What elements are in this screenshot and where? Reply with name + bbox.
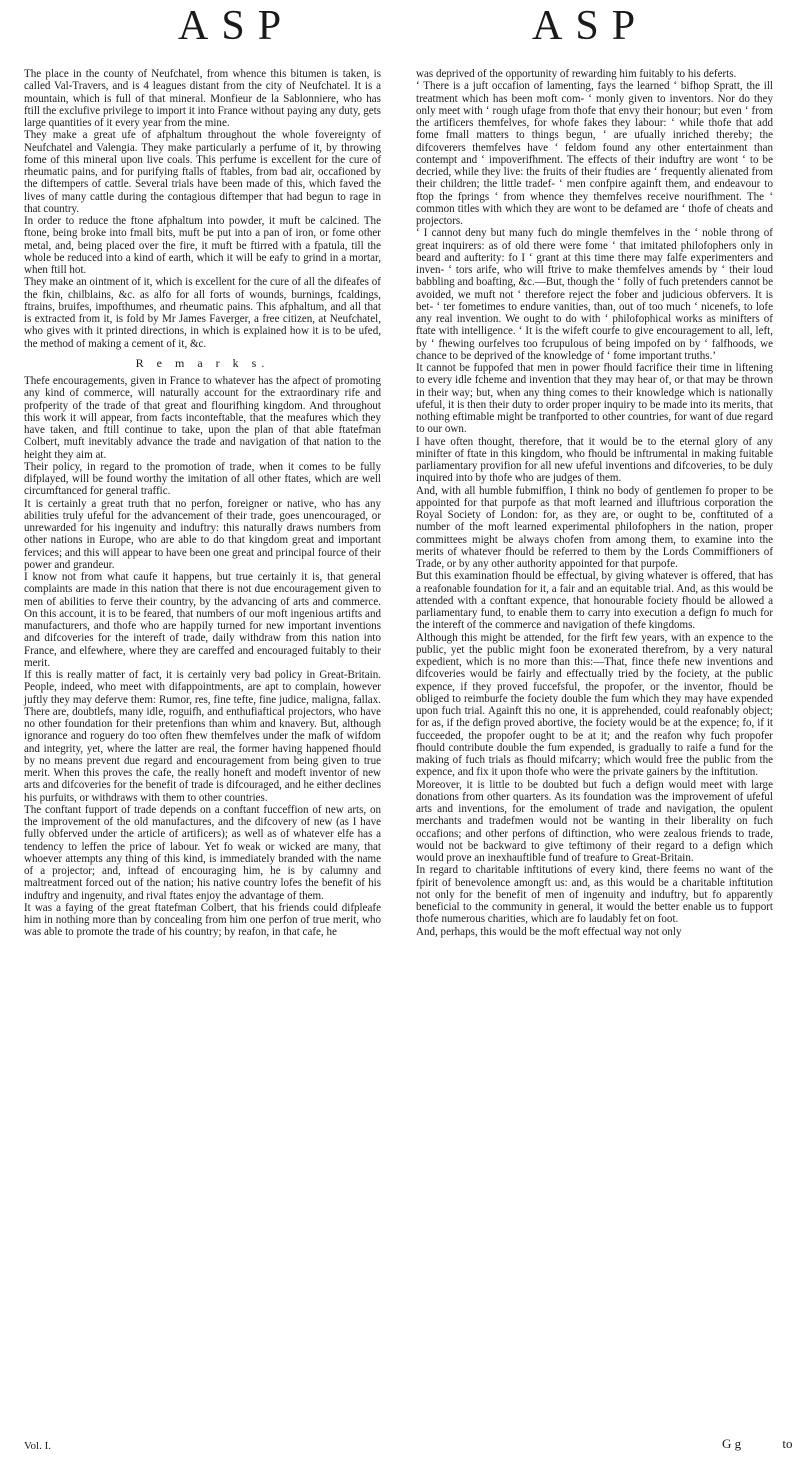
paragraph: The place in the county of Neufchatel, from whence this bitumen is taken, is called Val-Travers, and is 4 leagues distant from the city of Neufchatel. It is a mountain, which is full of that mineral. Monfieur de la Sablonniere, who has ftill the exclufive privilege to import it into France without paying any duty, gets large quantities of it every year from the mine. bbox=[24, 68, 381, 129]
paragraph: And, perhaps, this would be the moft effectual way not only bbox=[416, 925, 682, 938]
paragraph: It was a faying of the great ftatefman Colbert, that his friends could difpleafe him in nothing more than by concealing from him one perfon of true merit, who was able to promote the trade of his country; by reafon, in that cafe, he bbox=[24, 901, 381, 939]
left-column bbox=[24, 68, 381, 939]
running-head-left: ASP bbox=[178, 3, 295, 49]
running-head-right: ASP bbox=[532, 3, 649, 49]
volume-label: Vol. I. bbox=[24, 1440, 51, 1452]
paragraph: I have often thought, therefore, that it would be to the eternal glory of any minifter of ftate in this kingdom, who fhould be inftrumental in making fuitable parliamentary provifion for all new ufeful inventions and difcoveries, to be duly inquired into by thofe who are judges of them. bbox=[416, 435, 773, 485]
signature-mark: G g bbox=[722, 1436, 742, 1451]
paragraph: They make an ointment of it, which is excellent for the cure of all the difeafes of the fkin, chilblains, &c. as alfo for all forts of wounds, burnings, fcaldings, ftrains, bruifes, impofthumes, and rheumatic pains. This afphaltum, and all that is extracted from it, is fold by Mr James Faverger, a free citizen, at Neufchatel, who gives with it printed directions, in which is explained how it is to be ufed, the method of making a cement of it, &c. bbox=[24, 276, 381, 350]
paragraph: It cannot be fuppofed that men in power fhould facrifice their time in liftening to every idle fcheme and invention that they may hear of, or that may be thrown in their way; but, when any thing comes to their knowledge which is nationally ufeful, it is then their duty to order proper inquiry to be made into its merits, that nothing eftimable might be tranfported to other countries, for want of due regard to our own. bbox=[416, 362, 773, 436]
paragraph: Although this might be attended, for the firft few years, with an expence to the public, yet the public might foon be exonerated therefrom, by a very natural expedient, which is no more than this:—That, fince thefe new inventions and difcoveries would be fairly and effectually tried by the fociety, at the public expence, if they proved fuccefsful, the propofer, or the inventor, fhould be obliged to reimburfe the fociety double the fum which they may have expended upon fuch trial. Againft this no one, it is apprehended, could reafonably object; for as, if the defign proved abortive, the fociety would be at the expence; fo, if it fucceeded, the propofer ought to be at it; and the reafon why fuch propofer fhould contribute double the fum expended, is gradually to raife a fund for the making of fuch trials as fhould mifcarry; which would free the public from the expence, and fix it upon thofe who were the private gainers by the inftitution. bbox=[416, 631, 773, 779]
paragraph: And, with all humble fubmiffion, I think no body of gentlemen fo proper to be appointed for that purpofe as that moft learned and illuftrious corporation the Royal Society of London: for, as they are, or ought to be, conftituted of a number of the moft learned experimental philofophers in the nation, proper committees might be always chofen from among them, to examine into the merits of whatever fhould be referred to them by the Lords Commiffioners of Trade, or by any other authority appointed for that purpofe. bbox=[416, 484, 773, 570]
paragraph: It is certainly a great truth that no perfon, foreigner or native, who has any abilities truly ufeful for the advancement of their trade, goes unencouraged, or unrewarded for his ingenuity and induftry: this naturally draws numbers from other nations in Europe, who are able to do that kingdom great and important fervices; and this will appear to have been one great and principal fource of their power and grandeur. bbox=[24, 497, 381, 571]
paragraph: Moreover, it is little to be doubted but fuch a defign would meet with large donations from other quarters. As its foundation was the improvement of ufeful arts and inventions, for the emolument of trade and navigation, the opulent merchants and tradefmen would not be wanting in their liberality on fuch occafions; and other perfons of diftinction, who were zealous friends to trade, would not be backward to give teftimony of their regard to a defign which would prove an inexhauftible fund of treafure to Great-Britain. bbox=[416, 778, 773, 864]
paragraph: The conftant fupport of trade depends on a conftant fucceffion of new arts, on the improvement of the old manufactures, and the difcovery of new (as I have fully obferved under the article of artificers); as well as of whatever elfe has a tendency to leffen the price of labour. Yet fo weak or wicked are many, that whoever attempts any thing of this kind, is immediately branded with the name of a projector; and, inftead of encouraging him, he is by calumny and maltreatment forced out of the nation; his native country lofes the benefit of his induftry and ingenuity, and rival ftates enjoy the advantage of them. bbox=[24, 803, 381, 902]
paragraph: was deprived of the opportunity of rewarding him fuitably to his deferts. bbox=[416, 68, 737, 80]
right-column bbox=[416, 68, 773, 938]
quotation: ‘ There is a juft occafion of lamenting, fays the learned ‘ bifhop Spratt, the ill treatment which has been moft com- ‘ monly given to inventors. Nor do they only meet with ‘ rough ufage from thofe that envy their honour; but even ‘ from the artificers themfelves, for whofe fakes they labour: ‘ while thofe that add fome fmall matters to things begun, ‘ are ufually inriched thereby; the difcoverers themfelves have ‘ feldom found any other entertainment than contempt and ‘ impoverifhment. The effects of their induftry are wont ‘ to be decried, while they live: the fruits of their ftudies are ‘ frequently alienated from their children; the little tradef- ‘ men confpire againft them, and endeavour to ftop the fprings ‘ from whence they themfelves receive nourifhment. The ‘ common titles with which they are wont to be defamed are ‘ thofe of cheats and projectors. bbox=[416, 80, 773, 227]
paragraph: But this examination fhould be effectual, by giving whatever is offered, that has a reafonable foundation for it, a fair and an equitable trial. And, as this would be attended with a conftant expence, that honourable fociety fhould be allowed a parliamentary fund, to enable them to carry into execution a defign fo much for the intereft of the commerce and navigation of thefe kingdoms. bbox=[416, 570, 773, 632]
paragraph: I know not from what caufe it happens, but true certainly it is, that general complaints are made in this nation that there is not due encouragement given to men of abilities to ferve their country, by the advancing of arts and commerce. On this account, it is to be feared, that numbers of our moft ingenious artifts and manufacturers, and thofe who are happily turned for new important inventions and difcoveries for the intereft of trade, daily withdraw from this nation into France, and elfewhere, where they are careffed and encouraged fuitably to their merit. bbox=[24, 571, 381, 669]
paragraph: They make a great ufe of afphaltum throughout the whole fovereignty of Neufchatel and Valengia. They make particularly a perfume of it, by throwing fome of this mineral upon live coals. This perfume is excellent for the cure of rheumatic pains, and for purifying ftalls of ftables, from bad air, occafioned by the diftempers of cattle. Several trials have been made of this, which faved the lives of many cattle during the contagious diftemper that had begun to rage in that country. bbox=[24, 129, 381, 215]
paragraph: Thefe encouragements, given in France to whatever has the afpect of promoting any kind of commerce, will naturally account for the extraordinary rife and profperity of the trade of that great and flourifhing kingdom. And throughout this work it will appear, from facts inconteftable, that the meafures which they have taken, and ftill continue to take, upon the plan of that able ftatefman Colbert, muft inevitably advance the trade and navigation of that nation to the height they aim at. bbox=[24, 375, 381, 461]
paragraph: In regard to charitable inftitutions of every kind, there feems no want of the fpirit of benevolence amongft us: and, as this would be a charitable inftitution not only for the benefit of men of ingenuity and induftry, but fo apparently beneficial to the community in general, it would the better enable us to fupport thofe numerous charities, which are fo laudably fet on foot. bbox=[416, 864, 773, 926]
remarks-heading: R e m a r k s. bbox=[135, 355, 270, 370]
paragraph: Their policy, in regard to the promotion of trade, when it comes to be fully difplayed, will be found worthy the imitation of all other ftates, which are well circumftanced for general traffic. bbox=[24, 460, 381, 498]
catchword: to bbox=[782, 1436, 793, 1451]
paragraph: In order to reduce the ftone afphaltum into powder, it muft be calcined. The ftone, being broke into fmall bits, muft be put into a pan of iron, or fome other metal, and, being placed over the fire, it muft be ftirred with a fpatula, till the whole be reduced into a kind of earth, which it will be eafy to grind in a mortar, when ftill hot. bbox=[24, 215, 381, 276]
signature-catchword bbox=[722, 1436, 793, 1452]
quotation: ‘ I cannot deny but many fuch do mingle themfelves in the ‘ noble throng of great inquirers: as of old there were fome ‘ that imitated philofophers only in beard and aufterity: fo I ‘ grant at this time there may falfe experimenters and inven- ‘ tors arife, who will ftrive to make themfelves amends by ‘ their loud babbling and boafting, &c.—But, though the ‘ folly of fuch pretenders cannot be avoided, we muft not ‘ therefore reject the fober and judicious obfervers. It is bet- ‘ ter fometimes to endure vanities, than, out of too much ‘ nicenefs, to lofe any real invention. We ought to do with ‘ philofophical works as minifters of ftate with intelligence. ‘ It is the wifeft courfe to give encouragement to all, left, by ‘ fhewing ourfelves too fcrupulous of being impofed on by ‘ falfhoods, we chance to be deprived of the knowledge of ‘ fome important truths.’ bbox=[416, 227, 773, 362]
paragraph: If this is really matter of fact, it is certainly very bad policy in Great-Britain. People, indeed, who meet with difappointments, are apt to complain, however juftly they may deferve them: Rumor, res, fine tefte, fine judice, maligna, fallax. There are, doubtlefs, many idle, roguifh, and enthufiaftical projectors, who have no other foundation for their pretenfions than whim and knavery. But, although ignorance and roguery do too often fhew themfelves under the mafk of wifdom and integrity, yet, where the latter are real, the former having happened fhould by no means prevent due regard and encouragement from being given to true merit. When this proves the cafe, the really honeft and modeft inventor of new arts and difcoveries for the benefit of trade is difcouraged, and he either declines his purfuits, or withdraws with them to other countries. bbox=[24, 669, 381, 804]
running-head bbox=[0, 2, 800, 60]
